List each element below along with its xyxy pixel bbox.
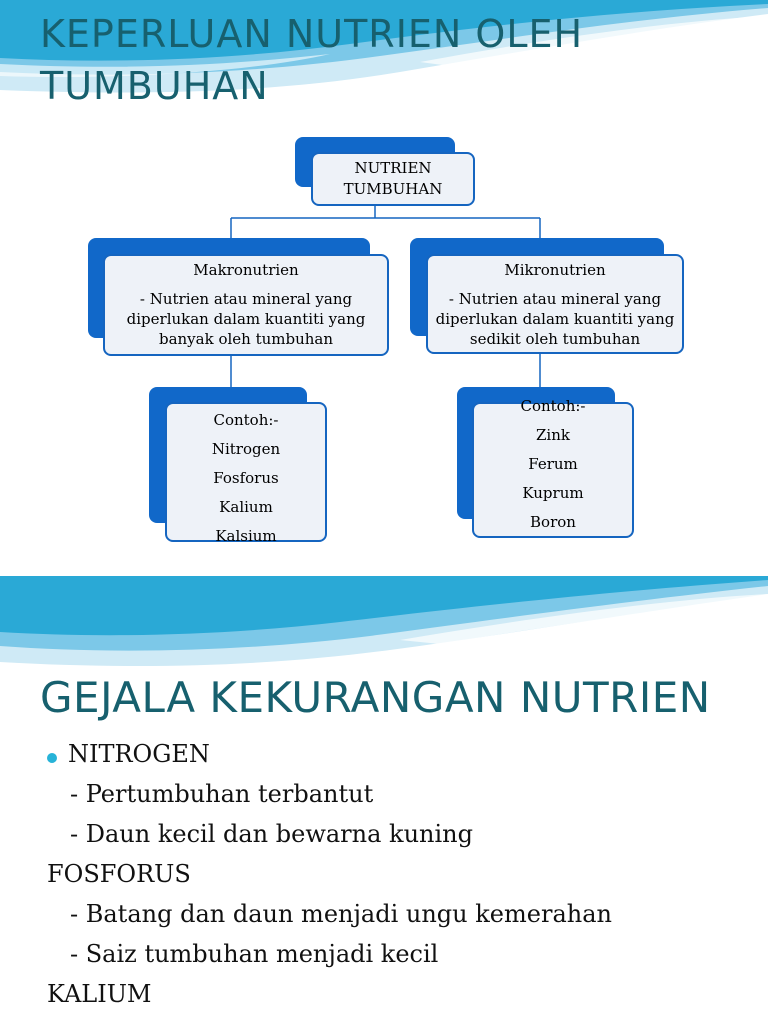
root-node [311, 152, 475, 206]
slide-title: GEJALA KEKURANGAN NUTRIEN [40, 673, 711, 722]
root-node-line: NUTRIEN [354, 159, 432, 177]
macro-example-item: Nitrogen [211, 440, 281, 458]
macro-description: - Nutrien atau mineral yang diperlukan dalam kuantiti yang banyak oleh tumbuhan [126, 290, 366, 348]
micro-heading: Mikronutrien [504, 261, 606, 279]
micro-example-item: Zink [536, 426, 570, 444]
macro-examples [165, 402, 327, 545]
micro-examples [472, 397, 634, 538]
micro-example-item: Kuprum [522, 484, 584, 502]
nutrient-heading: NITROGEN [68, 740, 210, 768]
nutrient-heading: FOSFORUS [47, 860, 191, 888]
symptom-line: - Batang dan daun menjadi ungu kemerahan [70, 900, 612, 928]
macro-example-item: Kalsium [215, 527, 277, 545]
macro-examples-label: Contoh:- [213, 411, 279, 429]
macro-example-item: Fosforus [213, 469, 279, 487]
micro-examples-label: Contoh:- [520, 397, 586, 415]
symptom-line: - Pertumbuhan terbantut [70, 780, 374, 808]
bullet-icon [47, 753, 57, 763]
symptom-line: - Daun kecil dan bewarna kuning [70, 820, 473, 848]
slide-title: KEPERLUAN NUTRIEN OLEH TUMBUHAN [40, 12, 584, 108]
micro-description: - Nutrien atau mineral yang diperlukan dalam kuantiti yang sedikit oleh tumbuhan [435, 290, 675, 348]
root-node-line: TUMBUHAN [343, 180, 443, 198]
slide-gejala-kekurangan [0, 576, 768, 1024]
macro-example-item: Kalium [219, 498, 273, 516]
symptom-line: - Saiz tumbuhan menjadi kecil [70, 940, 439, 968]
macro-heading: Makronutrien [193, 261, 299, 279]
micro-example-item: Boron [530, 513, 576, 531]
micro-example-item: Ferum [528, 455, 578, 473]
macro-node [103, 254, 389, 356]
micro-node [426, 254, 684, 354]
nutrient-heading: KALIUM [47, 980, 152, 1008]
